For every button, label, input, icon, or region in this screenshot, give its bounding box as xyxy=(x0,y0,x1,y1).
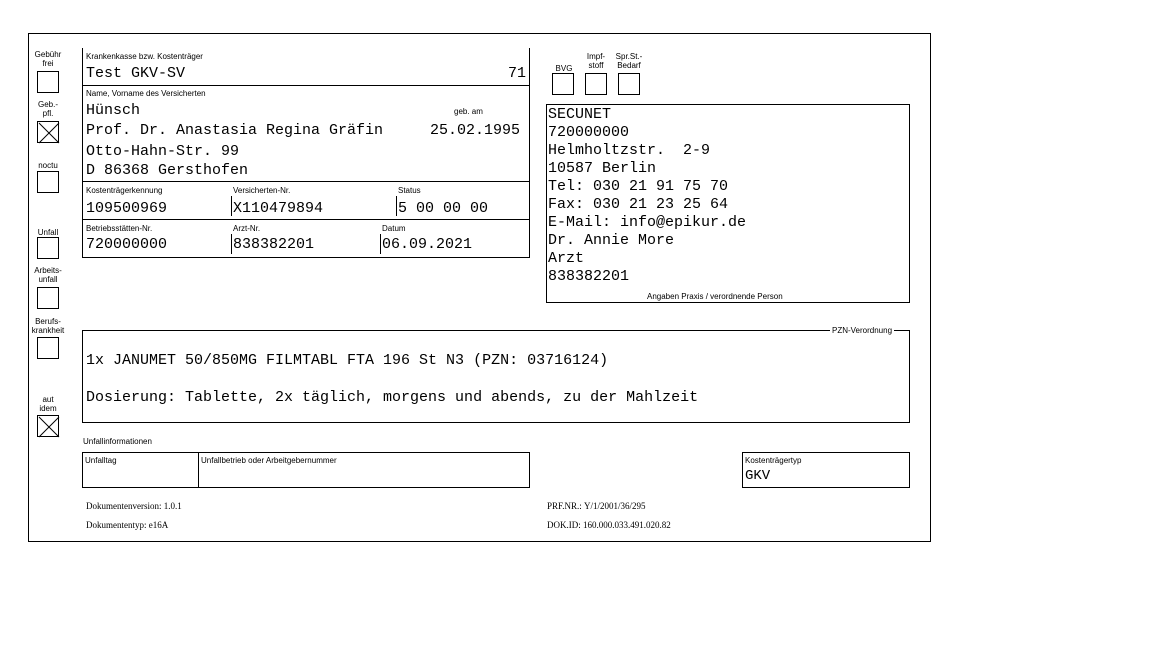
practice-lanr: 838382201 xyxy=(548,268,630,285)
arbeitsunfall-label xyxy=(28,266,68,284)
patient-street: Otto-Hahn-Str. 99 xyxy=(86,143,240,160)
practice-street: Helmholtzstr. 2-9 xyxy=(548,142,711,159)
arbeitsunfall-checkbox[interactable] xyxy=(37,287,59,309)
berufskrankheit-label-line2: krankheit xyxy=(31,326,65,335)
kostentraegertyp-value: GKV xyxy=(745,468,771,484)
patient-name: Prof. Dr. Anastasia Regina Gräfin xyxy=(86,122,384,139)
divider xyxy=(82,219,530,220)
practice-lines xyxy=(548,106,746,286)
patient-city: D 86368 Gersthofen xyxy=(86,162,249,179)
berufskrankheit-label-line1: Berufs- xyxy=(35,317,61,326)
kasse-value: Test GKV-SV xyxy=(86,65,186,82)
dokumentenversion-value: 1.0.1 xyxy=(163,501,182,511)
aut-idem-checkbox[interactable] xyxy=(37,415,59,437)
impfstoff-checkbox[interactable] xyxy=(585,73,607,95)
prf-nr-label: PRF.NR.: xyxy=(547,501,582,511)
dok-id-value: 160.000.033.491.020.82 xyxy=(583,520,671,530)
practice-title: Arzt xyxy=(548,250,585,267)
unfall-label: Unfall xyxy=(37,228,59,237)
impfstoff-label-line1: Impf- xyxy=(586,52,606,61)
arzt-nr-value: 838382201 xyxy=(233,236,315,253)
patient-surname: Hünsch xyxy=(86,102,141,119)
kasse-code: 71 xyxy=(508,65,527,82)
status-label: Status xyxy=(398,186,421,195)
kostentraegerkennung-value: 109500969 xyxy=(86,200,168,217)
name-label: Name, Vorname des Versicherten xyxy=(86,89,206,98)
practice-bsnr: 720000000 xyxy=(548,124,630,141)
dok-id xyxy=(547,520,671,530)
pzn-verordnung-label: PZN-Verordnung xyxy=(832,326,893,335)
aut-idem-label-line2: idem xyxy=(39,404,57,413)
divider xyxy=(231,196,232,216)
divider xyxy=(82,85,530,86)
divider xyxy=(231,234,232,254)
kostentraegertyp-label: Kostenträgertyp xyxy=(745,456,802,465)
divider xyxy=(380,234,381,254)
practice-city: 10587 Berlin xyxy=(548,160,657,177)
dokumententyp-label: Dokumententyp: xyxy=(86,520,147,530)
kasse-label: Krankenkasse bzw. Kostenträger xyxy=(86,52,203,61)
geb-label: geb. am xyxy=(454,107,483,116)
impfstoff-label xyxy=(582,52,610,70)
practice-name: SECUNET xyxy=(548,106,612,123)
check-cross-icon xyxy=(38,416,60,438)
geb-pfl-label-line1: Geb.- xyxy=(37,100,58,109)
dosage-line: Dosierung: Tablette, 2x täglich, morgens und abends, zu der Mahlzeit xyxy=(86,389,699,406)
kostentraegerkennung-label: Kostenträgerkennung xyxy=(86,186,163,195)
practice-fax: Fax: 030 21 23 25 64 xyxy=(548,196,729,213)
bvg-label: BVG xyxy=(555,64,573,73)
dokumententyp xyxy=(86,520,168,530)
practice-email: E-Mail: info@epikur.de xyxy=(548,214,747,231)
prf-nr xyxy=(547,501,646,511)
geb-pfl-label-line2: pfl. xyxy=(42,109,54,118)
sprst-bedarf-label xyxy=(611,52,647,70)
datum-value: 06.09.2021 xyxy=(382,236,473,253)
bvg-checkbox[interactable] xyxy=(552,73,574,95)
status-value: 5 00 00 00 xyxy=(398,200,489,217)
unfall-checkbox[interactable] xyxy=(37,237,59,259)
aut-idem-label-line1: aut xyxy=(42,395,54,404)
divider xyxy=(198,452,199,488)
sprst-bedarf-label-line2: Bedarf xyxy=(617,61,641,70)
divider xyxy=(396,196,397,216)
unfallinformationen-label: Unfallinformationen xyxy=(83,437,152,446)
dok-id-label: DOK.ID: xyxy=(547,520,581,530)
aut-idem-label xyxy=(30,395,66,413)
gebuehr-frei-label xyxy=(30,50,66,68)
dokumentenversion xyxy=(86,501,182,511)
check-cross-icon xyxy=(38,122,60,144)
practice-phone: Tel: 030 21 91 75 70 xyxy=(548,178,729,195)
gebuehr-frei-checkbox[interactable] xyxy=(37,71,59,93)
prescription-block xyxy=(82,330,910,423)
berufskrankheit-label xyxy=(27,317,69,335)
sprst-bedarf-label-line1: Spr.St.- xyxy=(615,52,643,61)
divider xyxy=(82,181,530,182)
prf-nr-value: Y/1/2001/36/295 xyxy=(584,501,646,511)
betriebsstaetten-nr-label: Betriebsstätten-Nr. xyxy=(86,224,153,233)
gebuehr-frei-label-line1: Gebühr xyxy=(34,50,62,59)
datum-label: Datum xyxy=(382,224,406,233)
betriebsstaetten-nr-value: 720000000 xyxy=(86,236,168,253)
arbeitsunfall-label-line2: unfall xyxy=(38,275,58,284)
berufskrankheit-checkbox[interactable] xyxy=(37,337,59,359)
versicherten-nr-label: Versicherten-Nr. xyxy=(233,186,291,195)
arbeitsunfall-label-line1: Arbeits- xyxy=(34,266,62,275)
medication-line: 1x JANUMET 50/850MG FILMTABL FTA 196 St N3 (PZN: 03716124) xyxy=(86,352,609,369)
impfstoff-label-line2: stoff xyxy=(588,61,604,70)
noctu-label: noctu xyxy=(38,161,58,170)
dokumentenversion-label: Dokumentenversion: xyxy=(86,501,162,511)
versicherten-nr-value: X110479894 xyxy=(233,200,324,217)
unfallbetrieb-label: Unfallbetrieb oder Arbeitgebernummer xyxy=(201,456,337,465)
unfalltag-label: Unfalltag xyxy=(85,456,117,465)
practice-caption: Angaben Praxis / verordnende Person xyxy=(647,292,783,301)
geb-pfl-checkbox[interactable] xyxy=(37,121,59,143)
geb-pfl-label xyxy=(30,100,66,118)
practice-doctor: Dr. Annie More xyxy=(548,232,675,249)
patient-birthdate: 25.02.1995 xyxy=(430,122,521,139)
gebuehr-frei-label-line2: frei xyxy=(42,59,54,68)
sprst-bedarf-checkbox[interactable] xyxy=(618,73,640,95)
arzt-nr-label: Arzt-Nr. xyxy=(233,224,261,233)
dokumententyp-value: e16A xyxy=(148,520,169,530)
noctu-checkbox[interactable] xyxy=(37,171,59,193)
